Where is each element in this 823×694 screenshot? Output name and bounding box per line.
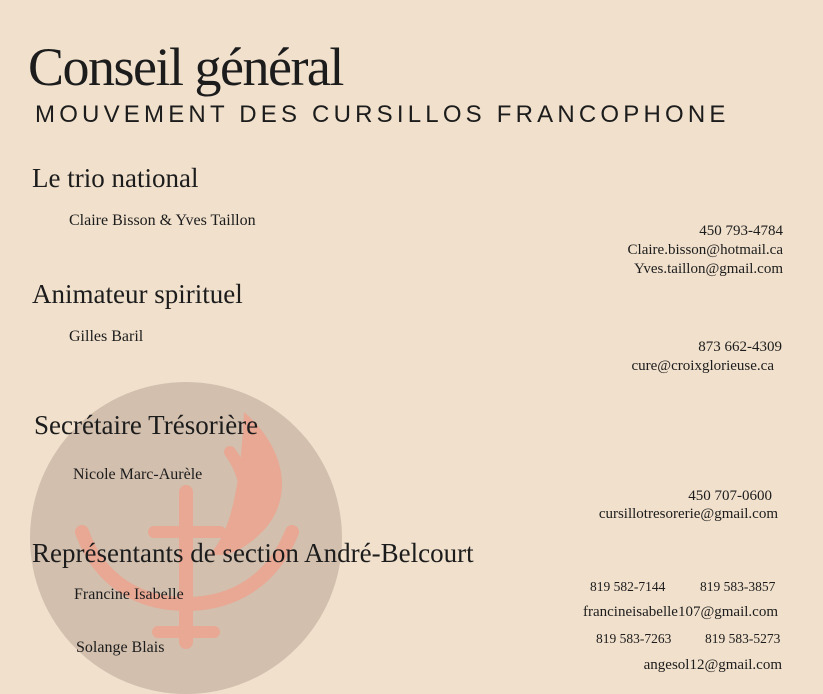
- contact-email[interactable]: Yves.taillon@gmail.com: [634, 261, 783, 277]
- section-heading-secretaire: Secrétaire Trésorière: [34, 410, 259, 440]
- contact-phone: 819 583-3857: [700, 579, 776, 594]
- contact-email[interactable]: cursillotresorerie@gmail.com: [598, 506, 778, 522]
- member-name: Francine Isabelle: [74, 586, 184, 603]
- contact-phone: 873 662-4309: [698, 339, 782, 355]
- contact-phone: 450 707-0600: [688, 488, 772, 504]
- contact-phone: 819 583-7263: [596, 631, 672, 646]
- section-heading-trio: Le trio national: [32, 163, 199, 193]
- contact-email[interactable]: francineisabelle107@gmail.com: [583, 604, 778, 620]
- contact-email[interactable]: Claire.bisson@hotmail.ca: [627, 242, 783, 258]
- contact-email[interactable]: cure@croixglorieuse.ca: [631, 358, 774, 374]
- member-name: Gilles Baril: [69, 328, 144, 345]
- page-title: Conseil général: [28, 37, 343, 97]
- member-name: Claire Bisson & Yves Taillon: [69, 212, 256, 229]
- member-name: Nicole Marc-Aurèle: [73, 466, 203, 483]
- contact-email[interactable]: angesol12@gmail.com: [643, 657, 782, 673]
- member-name: Solange Blais: [76, 639, 165, 656]
- section-heading-representants: Représentants de section André-Belcourt: [32, 538, 474, 568]
- contact-phone: 450 793-4784: [699, 223, 783, 239]
- contact-phone: 819 582-7144: [590, 579, 666, 594]
- section-heading-animateur: Animateur spirituel: [32, 279, 243, 309]
- contact-phone: 819 583-5273: [705, 631, 781, 646]
- page-subtitle: MOUVEMENT DES CURSILLOS FRANCOPHONE: [35, 101, 730, 128]
